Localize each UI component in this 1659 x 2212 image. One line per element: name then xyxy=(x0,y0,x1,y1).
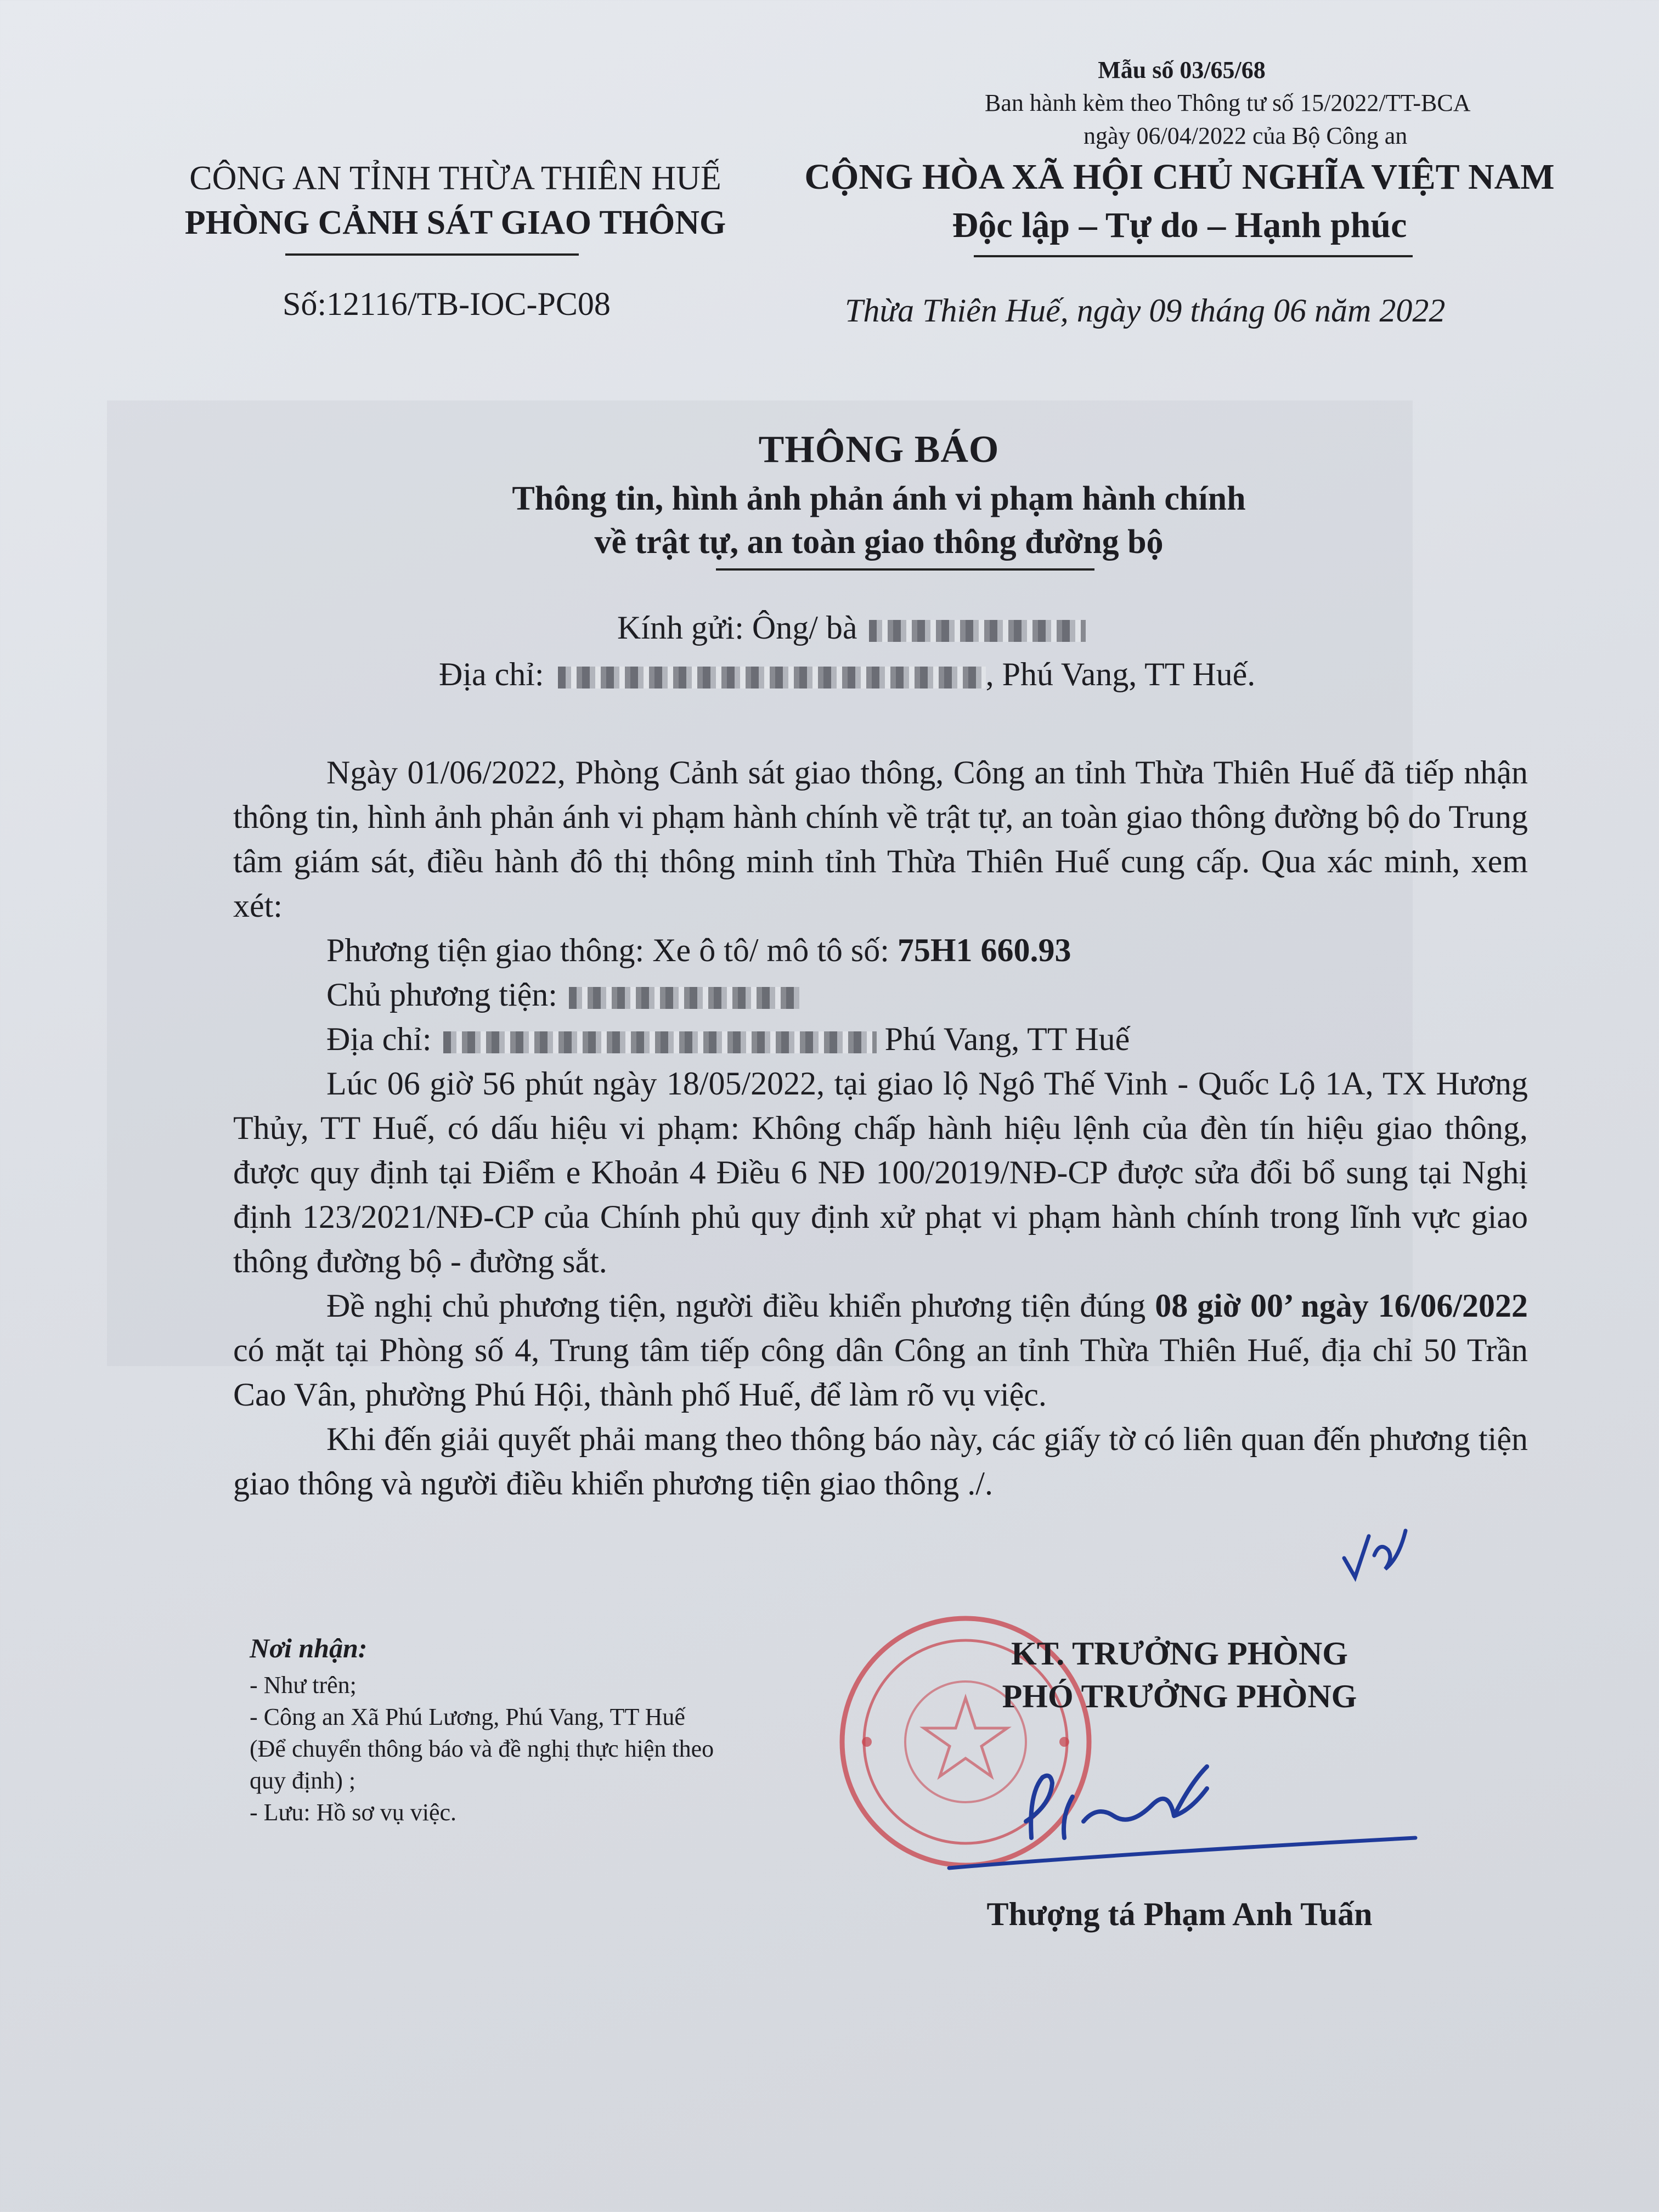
title-sub-1: Thông tin, hình ảnh phản ánh vi phạm hành chính xyxy=(512,480,1246,517)
vehicle-label: Phương tiện giao thông: Xe ô tô/ mô tô số: xyxy=(326,932,898,968)
request-pre: Đề nghị chủ phương tiện, người điều khiển phương tiện đúng xyxy=(326,1288,1155,1324)
request-time: 08 giờ 00’ ngày 16/06/2022 xyxy=(1155,1288,1528,1324)
form-circular-date: ngày 06/04/2022 của Bộ Công an xyxy=(1084,122,1408,149)
form-number: Mẫu số 03/65/68 xyxy=(1098,57,1266,83)
recipient-address-line xyxy=(439,656,1255,693)
notice-title xyxy=(0,428,1659,562)
owner-line xyxy=(233,973,1528,1017)
form-circular: Ban hành kèm theo Thông tư số 15/2022/TT-BCA xyxy=(985,89,1471,116)
owner-address-tail: Phú Vang, TT Huế xyxy=(876,1021,1130,1057)
owner-label: Chủ phương tiện: xyxy=(326,977,557,1013)
recipients-block xyxy=(250,1632,714,1829)
vehicle-line xyxy=(233,928,1528,973)
recipients-heading: Nơi nhận: xyxy=(250,1633,368,1663)
redacted-address xyxy=(558,667,986,689)
recipient-item: (Để chuyển thông báo và đề nghị thực hiện theo xyxy=(250,1735,714,1762)
redacted-name xyxy=(869,620,1086,642)
recipient-item: - Công an Xã Phú Lương, Phú Vang, TT Huế xyxy=(250,1703,685,1730)
motto-underline xyxy=(974,255,1413,257)
title-sub-2: về trật tự, an toàn giao thông đường bộ xyxy=(594,523,1164,561)
signature-title xyxy=(933,1632,1426,1718)
agency-underline xyxy=(285,253,579,256)
title-underline xyxy=(716,568,1094,571)
signature-title-line-2: PHÓ TRƯỞNG PHÒNG xyxy=(1002,1678,1357,1714)
paragraph-violation: Lúc 06 giờ 56 phút ngày 18/05/2022, tại giao lộ Ngô Thế Vinh - Quốc Lộ 1A, TX Hương Thủy, TT Huế, có dấu hiệu vi phạm: Không chấp hành hiệu lệnh của đèn tín hiệu giao thông, được quy định tại Điểm e Khoản 4 Điều 6 NĐ 100/2019/NĐ-CP được sửa đổi bổ sung tại Nghị định 123/2021/NĐ-CP của Chính phủ quy định xử phạt vi phạm hành chính trong lĩnh vực giao thông đường bộ - đường sắt. xyxy=(233,1065,1528,1279)
document-number: Số:12116/TB-IOC-PC08 xyxy=(283,286,611,322)
recipient-item: - Như trên; xyxy=(250,1672,357,1699)
handwritten-mark-icon xyxy=(1339,1525,1410,1585)
signer-name: Thượng tá Phạm Anh Tuấn xyxy=(986,1896,1373,1932)
national-header xyxy=(785,156,1575,246)
paragraph-intro: Ngày 01/06/2022, Phòng Cảnh sát giao thông, Công an tỉnh Thừa Thiên Huế đã tiếp nhận thông tin, hình ảnh phản ánh vi phạm hành chính về trật tự, an toàn giao thông đường bộ do Trung tâm giám sát, điều hành đô thị thông minh tỉnh Thừa Thiên Huế cung cấp. Qua xác minh, xem xét: xyxy=(233,754,1528,924)
paragraph-request xyxy=(233,1284,1528,1417)
issue-date: Thừa Thiên Huế, ngày 09 tháng 06 năm 2022 xyxy=(845,292,1446,329)
owner-address-label: Địa chỉ: xyxy=(326,1021,432,1057)
license-plate: 75H1 660.93 xyxy=(897,932,1071,968)
nation-line-1: CỘNG HÒA XÃ HỘI CHỦ NGHĨA VIỆT NAM xyxy=(804,157,1555,197)
recipient-label: Kính gửi: Ông/ bà xyxy=(617,610,857,646)
recipient-item: quy định) ; xyxy=(250,1767,356,1794)
body-section-1 xyxy=(233,751,1528,1506)
agency-header xyxy=(148,159,763,242)
recipient-item: - Lưu: Hồ sơ vụ việc. xyxy=(250,1799,457,1826)
agency-line-1: CÔNG AN TỈNH THỪA THIÊN HUẾ xyxy=(189,160,721,197)
nation-motto: Độc lập – Tự do – Hạnh phúc xyxy=(952,205,1407,245)
recipient-line xyxy=(617,609,1086,647)
paragraph-final: Khi đến giải quyết phải mang theo thông báo này, các giấy tờ có liên quan đến phương tiện giao thông và người điều khiển phương tiện giao thông ./. xyxy=(233,1421,1528,1502)
signature-title-line-1: KT. TRƯỞNG PHÒNG xyxy=(1011,1635,1348,1672)
recipient-address-tail: , Phú Vang, TT Huế. xyxy=(985,656,1256,692)
request-post: có mặt tại Phòng số 4, Trung tâm tiếp công dân Công an tỉnh Thừa Thiên Huế, địa chỉ 50 Trần Cao Vân, phường Phú Hội, thành phố Huế, để làm rõ vụ việc. xyxy=(233,1332,1528,1413)
redacted-owner-address xyxy=(443,1031,877,1053)
redacted-owner xyxy=(569,987,799,1009)
owner-address-line xyxy=(233,1017,1528,1062)
agency-line-2: PHÒNG CẢNH SÁT GIAO THÔNG xyxy=(184,204,726,241)
recipient-address-label: Địa chỉ: xyxy=(439,656,544,692)
title-main: THÔNG BÁO xyxy=(758,428,1000,471)
handwritten-signature-icon xyxy=(933,1745,1426,1876)
